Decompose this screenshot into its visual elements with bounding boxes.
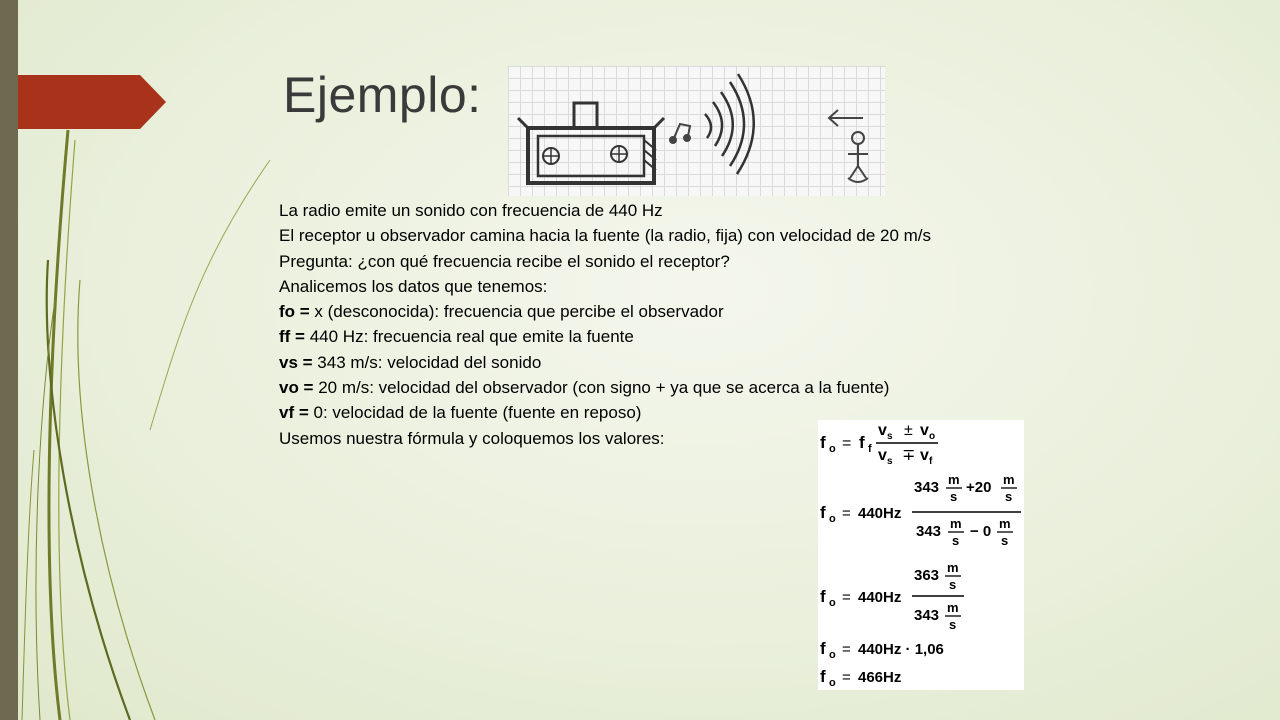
svg-text:466Hz: 466Hz bbox=[858, 669, 902, 686]
svg-text:o: o bbox=[829, 513, 836, 525]
formula-general bbox=[820, 422, 938, 467]
svg-text:s: s bbox=[949, 577, 957, 592]
svg-text:v: v bbox=[878, 447, 887, 464]
sound-waves-icon bbox=[705, 74, 754, 174]
svg-text:s: s bbox=[1001, 533, 1009, 548]
svg-text:+20: +20 bbox=[966, 479, 992, 496]
given-frequency-line: La radio emite un sonido con frecuencia de 440 Hz bbox=[279, 201, 663, 220]
svg-text:440Hz: 440Hz bbox=[858, 589, 902, 606]
vs-value: 343 m/s: velocidad del sonido bbox=[317, 352, 542, 372]
svg-text:o: o bbox=[829, 649, 836, 661]
svg-text:f: f bbox=[820, 587, 826, 606]
person-observer-icon bbox=[848, 132, 868, 182]
analysis-line: Analicemos los datos que tenemos: bbox=[279, 276, 548, 296]
page-title: Ejemplo: bbox=[283, 67, 482, 123]
svg-text:m: m bbox=[950, 516, 962, 531]
svg-text:s: s bbox=[1005, 489, 1013, 504]
svg-text:=: = bbox=[842, 641, 851, 658]
vo-value: 20 m/s: velocidad del observador (con signo + ya que se acerca a la fuente) bbox=[318, 378, 890, 398]
svg-text:440Hz · 1,06: 440Hz · 1,06 bbox=[858, 641, 944, 658]
svg-text:m: m bbox=[947, 600, 959, 615]
svg-text:− 0: − 0 bbox=[970, 523, 992, 540]
svg-text:o: o bbox=[829, 443, 836, 455]
svg-text:o: o bbox=[829, 597, 836, 609]
svg-text:343: 343 bbox=[914, 479, 940, 496]
question-line: Pregunta: ¿con qué frecuencia recibe el sonido el receptor? bbox=[279, 251, 730, 271]
svg-text:±: ± bbox=[904, 422, 913, 439]
ff-label: ff = bbox=[279, 327, 310, 347]
doppler-illustration bbox=[508, 66, 885, 196]
svg-text:f: f bbox=[820, 639, 826, 658]
vf-value: 0: velocidad de la fuente (fuente en reposo) bbox=[313, 403, 642, 423]
svg-text:f: f bbox=[929, 456, 933, 467]
svg-text:343: 343 bbox=[916, 523, 942, 540]
problem-statement bbox=[279, 198, 1079, 451]
formula-substituted bbox=[820, 472, 1021, 548]
vs-line bbox=[279, 350, 1079, 375]
svg-text:s: s bbox=[887, 431, 893, 442]
svg-text:s: s bbox=[952, 533, 960, 548]
observer-speed-line: El receptor u observador camina hacia la fuente (la radio, fija) con velocidad de 20 m/s bbox=[279, 226, 932, 246]
arrow-left-icon bbox=[829, 110, 863, 126]
svg-text:s: s bbox=[950, 489, 958, 504]
svg-text:f: f bbox=[820, 503, 826, 522]
svg-text:o: o bbox=[929, 431, 936, 442]
formula-result bbox=[820, 639, 944, 689]
svg-text:m: m bbox=[948, 472, 960, 487]
fo-label: fo = bbox=[279, 302, 315, 322]
music-notes-icon bbox=[670, 124, 690, 143]
svg-text:f: f bbox=[820, 667, 826, 686]
svg-text:s: s bbox=[887, 456, 893, 467]
svg-text:343: 343 bbox=[914, 607, 940, 624]
svg-text:o: o bbox=[829, 677, 836, 689]
radio-icon bbox=[518, 103, 664, 183]
vf-label: vf = bbox=[279, 403, 314, 423]
ff-value: 440 Hz: frecuencia real que emite la fuente bbox=[309, 327, 634, 347]
svg-text:m: m bbox=[947, 560, 959, 575]
svg-text:v: v bbox=[920, 422, 929, 439]
svg-text:m: m bbox=[1003, 472, 1015, 487]
svg-text:f: f bbox=[868, 443, 872, 455]
doppler-formula bbox=[818, 420, 1024, 690]
vo-line bbox=[279, 375, 1079, 400]
svg-text:s: s bbox=[949, 617, 957, 632]
fo-line bbox=[279, 299, 1079, 324]
svg-text:=: = bbox=[842, 505, 851, 522]
svg-text:∓: ∓ bbox=[902, 447, 916, 464]
vo-label: vo = bbox=[279, 378, 319, 398]
ff-line bbox=[279, 324, 1079, 349]
title-accent-arrow bbox=[18, 75, 168, 129]
svg-text:440Hz: 440Hz bbox=[858, 505, 902, 522]
svg-text:=: = bbox=[842, 589, 851, 606]
formula-intro-line: Usemos nuestra fórmula y coloquemos los valores: bbox=[279, 428, 665, 448]
svg-text:v: v bbox=[920, 447, 929, 464]
svg-text:=: = bbox=[842, 669, 851, 686]
svg-text:v: v bbox=[878, 422, 887, 439]
vs-label: vs = bbox=[279, 352, 318, 372]
svg-text:m: m bbox=[999, 516, 1011, 531]
svg-text:f: f bbox=[859, 433, 865, 452]
svg-text:363: 363 bbox=[914, 567, 940, 584]
svg-text:=: = bbox=[842, 435, 852, 452]
fo-value: x (desconocida): frecuencia que percibe el observador bbox=[314, 302, 724, 322]
svg-text:f: f bbox=[820, 433, 826, 452]
formula-simplified bbox=[820, 560, 964, 632]
